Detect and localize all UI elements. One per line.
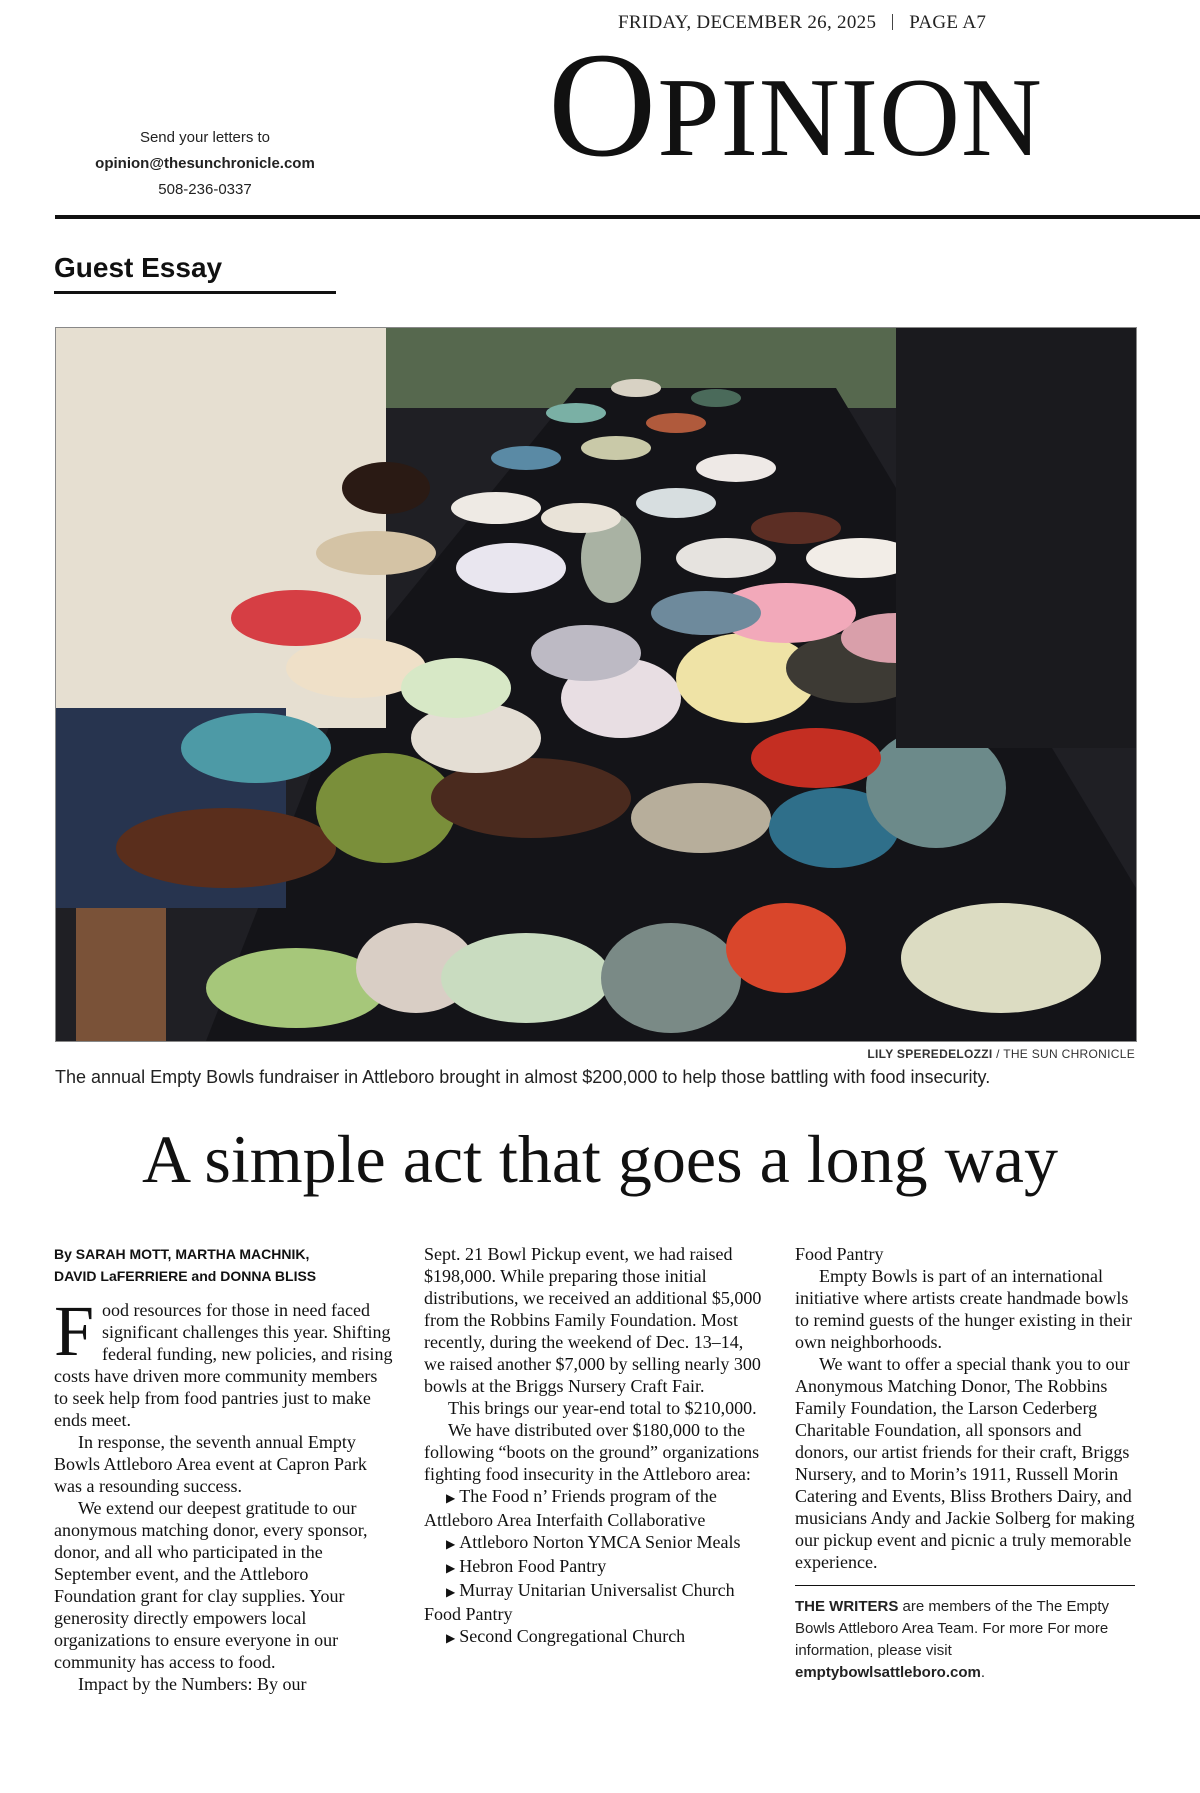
paragraph-8: Food Pantry <box>795 1244 884 1264</box>
paragraph-1 <box>54 1291 394 1431</box>
drop-cap: F <box>54 1291 95 1371</box>
bullet-triangle-icon: ▶ <box>446 1491 456 1505</box>
section-title-rest: PINION <box>657 56 1043 180</box>
paragraph-4: Impact by the Numbers: By our <box>78 1674 307 1694</box>
article-column-1 <box>54 1243 394 1695</box>
person-right <box>896 328 1136 748</box>
bullet-triangle-icon: ▶ <box>446 1585 456 1599</box>
list-item: ▶ The Food n’ Friends program of the Attleboro Area Interfaith Collaborative <box>424 1486 717 1530</box>
article-column-2 <box>424 1243 764 1649</box>
letters-label: Send your letters to <box>139 129 271 146</box>
letters-email-link[interactable]: opinion@thesunchronicle.com <box>95 155 315 172</box>
letters-phone: 508-236-0337 <box>158 181 252 198</box>
writers-website-link[interactable]: emptybowlsattleboro.com <box>795 1664 981 1681</box>
writers-label: THE WRITERS <box>795 1598 899 1615</box>
kicker: Guest Essay <box>54 252 223 283</box>
paragraph-9: Empty Bowls is part of an international initiative where artists create handmade bowls to remind guests of the hunger existing in their own neighborhoods. <box>795 1266 1132 1352</box>
list-item: ▶ Murray Unitarian Universalist Church Food Pantry <box>424 1580 735 1624</box>
article-photo <box>55 327 1137 1042</box>
publication-date: FRIDAY, DECEMBER 26, 2025 <box>618 12 877 33</box>
byline <box>54 1243 394 1287</box>
photographer-name: LILY SPEREDELOZZI <box>867 1047 993 1061</box>
kicker-underline <box>54 291 336 294</box>
list-item: ▶ Attleboro Norton YMCA Senior Meals <box>446 1532 741 1552</box>
bullet-triangle-icon: ▶ <box>446 1631 456 1645</box>
paragraph-1-text: ood resources for those in need faced significant challenges this year. Shifting federal funding, new policies, and rising costs have driven more community members to seek help from food pantries just to make ends meet. <box>54 1300 393 1430</box>
writers-text: are members of the The Empty Bowls Attleboro Area Team. For more For more information, please visit <box>795 1598 1109 1659</box>
bullet-triangle-icon: ▶ <box>446 1561 456 1575</box>
paragraph-3: We extend our deepest gratitude to our anonymous matching donor, every sponsor, donor, and all who participated in the September event, and the Attleboro Foundation grant for clay supplies. Your generosity directly empowers local organizations to ensure everyone in our community has access to food. <box>54 1498 368 1672</box>
byline-line-2: DAVID LaFERRIERE and DONNA BLISS <box>54 1268 317 1284</box>
list-item: ▶ Hebron Food Pantry <box>446 1556 607 1576</box>
masthead-rule <box>55 215 1200 219</box>
person-leg <box>76 908 166 1041</box>
list-item: ▶ Second Congregational Church <box>446 1626 686 1646</box>
paragraph-5: Sept. 21 Bowl Pickup event, we had raised $198,000. While preparing those initial distributions, we received an additional $5,000 from the Robbins Family Foundation. Most recently, during the weekend of Dec. 13–14, we raised another $7,000 by selling nearly 300 bowls at the Briggs Nursery Craft Fair. <box>424 1244 762 1396</box>
paragraph-10: We want to offer a special thank you to our Anonymous Matching Donor, The Robbins Family Foundation, the Larson Cederberg Charitable Foundation, all sponsors and donors, our artist friends for their craft, Briggs Nursery, and to Morin’s 1911, Russell Morin Catering and Events, Bliss Brothers Dairy, and musicians Andy and Jackie Solberg for making our pickup event and picnic a truly memorable experience. <box>795 1354 1135 1572</box>
writers-note: THE WRITERS are members of the The Empty Bowls Attleboro Area Team. For more For more information, please visit emptybowlsattleboro.com. <box>795 1598 1109 1681</box>
article-headline: A simple act that goes a long way <box>142 1121 1058 1197</box>
bullet-triangle-icon: ▶ <box>446 1537 456 1551</box>
photo-credit <box>867 1047 1135 1061</box>
byline-line-1: By SARAH MOTT, MARTHA MACHNIK, <box>54 1246 310 1262</box>
held-bowl <box>342 462 430 514</box>
photo-caption: The annual Empty Bowls fundraiser in Attleboro brought in almost $200,000 to help those battling with food insecurity. <box>55 1067 991 1087</box>
bowls-photo-illustration <box>56 328 1136 1041</box>
paragraph-6: This brings our year-end total to $210,000. <box>448 1398 757 1418</box>
page-number: PAGE A7 <box>909 12 987 33</box>
writers-divider <box>795 1585 1135 1586</box>
photo-credit-org: / THE SUN CHRONICLE <box>992 1047 1135 1061</box>
article-column-3 <box>795 1243 1135 1684</box>
paragraph-2: In response, the seventh annual Empty Bowls Attleboro Area event at Capron Park was a resounding success. <box>54 1432 367 1496</box>
dateline-divider <box>892 14 893 30</box>
section-title-initial: O <box>548 22 658 188</box>
paragraph-7: We have distributed over $180,000 to the following “boots on the ground” organizations fighting food insecurity in the Attleboro area: <box>424 1420 760 1484</box>
letters-box <box>90 125 320 203</box>
